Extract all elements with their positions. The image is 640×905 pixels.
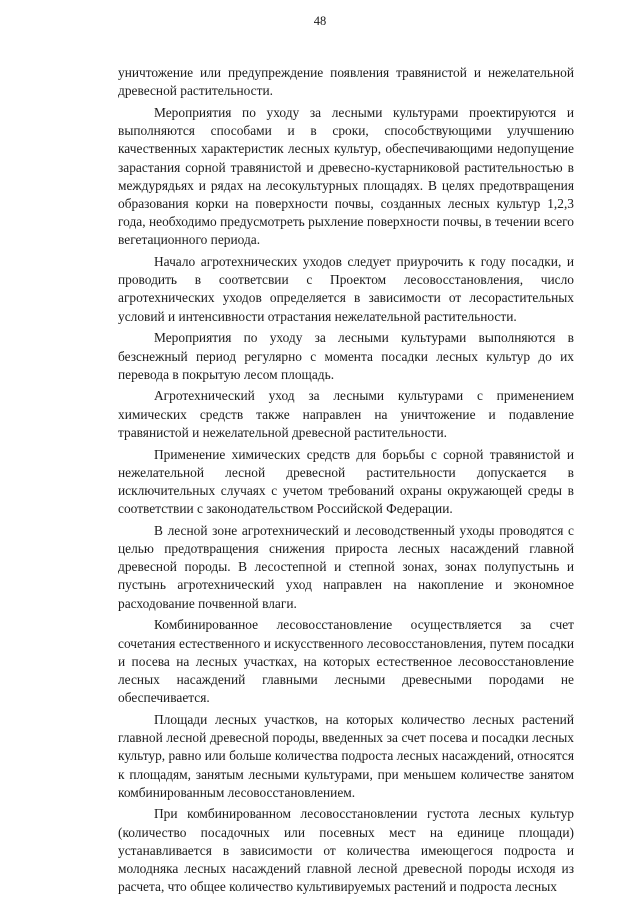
paragraph: Комбинированное лесовосстановление осуществляется за счет сочетания естественного и искусственного лесовосстановления, путем посадки и посева на лесных участках, на которых естественное лесовосстановление лесных насаждений главными лесными древесными породами не обеспечивается. bbox=[118, 617, 574, 706]
paragraph-continuation: уничтожение или предупреждение появления травянистой и нежелательной древесной растительности. bbox=[118, 65, 574, 99]
paragraph: Начало агротехнических уходов следует приурочить к году посадки, и проводить в соответсвии с Проектом лесовосстановления, число агротехнических уходов определяется в зависимости от лесорастительных условий и интенсивности отрастания нежелательной растительности. bbox=[118, 254, 574, 324]
paragraph: Мероприятия по уходу за лесными культурами проектируются и выполняются способами и в сроки, способствующими улучшению качественных характеристик лесных культур, обеспечивающими недопущение зарастания сорной травянистой и древесно-кустарниковой растительностью в междурядьях и рядах на лесокультурных площадях. В целях предотвращения образования корки на поверхности почвы, созданных лесных культур 1,2,3 года, необходимо предусмотреть рыхление поверхности почвы, в течении всего вегетационного периода. bbox=[118, 104, 574, 248]
paragraph: Агротехнический уход за лесными культурами с применением химических средств также направлен на уничтожение и подавление травянистой и нежелательной древесной растительности. bbox=[118, 388, 574, 440]
paragraph: При комбинированном лесовосстановлении густота лесных культур (количество посадочных или посевных мест на единице площади) устанавливается в зависимости от количества имеющегося подроста и молодняка лесных насаждений главной лесной древесной породы исходя из расчета, что общее количество культивируемых растений и подроста лесных bbox=[118, 806, 574, 895]
document-body bbox=[118, 64, 574, 900]
paragraph: Мероприятия по уходу за лесными культурами выполняются в безснежный период регулярно с момента посадки лесных культур до их перевода в покрытую лесом площадь. bbox=[118, 330, 574, 382]
page-number: 48 bbox=[313, 14, 327, 28]
paragraph: В лесной зоне агротехнический и лесоводственный уходы проводятся с целью предотвращения снижения прироста лесных насаждений главной древесной породы. В лесостепной и степной зонах, зонах полупустынь и пустынь агротехнический уход направлен на накопление и экономное расходование почвенной влаги. bbox=[118, 522, 574, 611]
paragraph: Применение химических средств для борьбы с сорной травянистой и нежелательной лесной древесной растительности допускается в исключительных случаях с учетом требований охраны окружающей среды в соответствии с законодательством Российской Федерации. bbox=[118, 446, 574, 517]
paragraph: Площади лесных участков, на которых количество лесных растений главной лесной древесной породы, введенных за счет посева и посадки лесных культур, равно или больше количества подроста лесных насаждений, относятся к площадям, занятым лесными культурами, при меньшем количестве занятом комбинированным лесовосстановлением. bbox=[118, 711, 574, 800]
